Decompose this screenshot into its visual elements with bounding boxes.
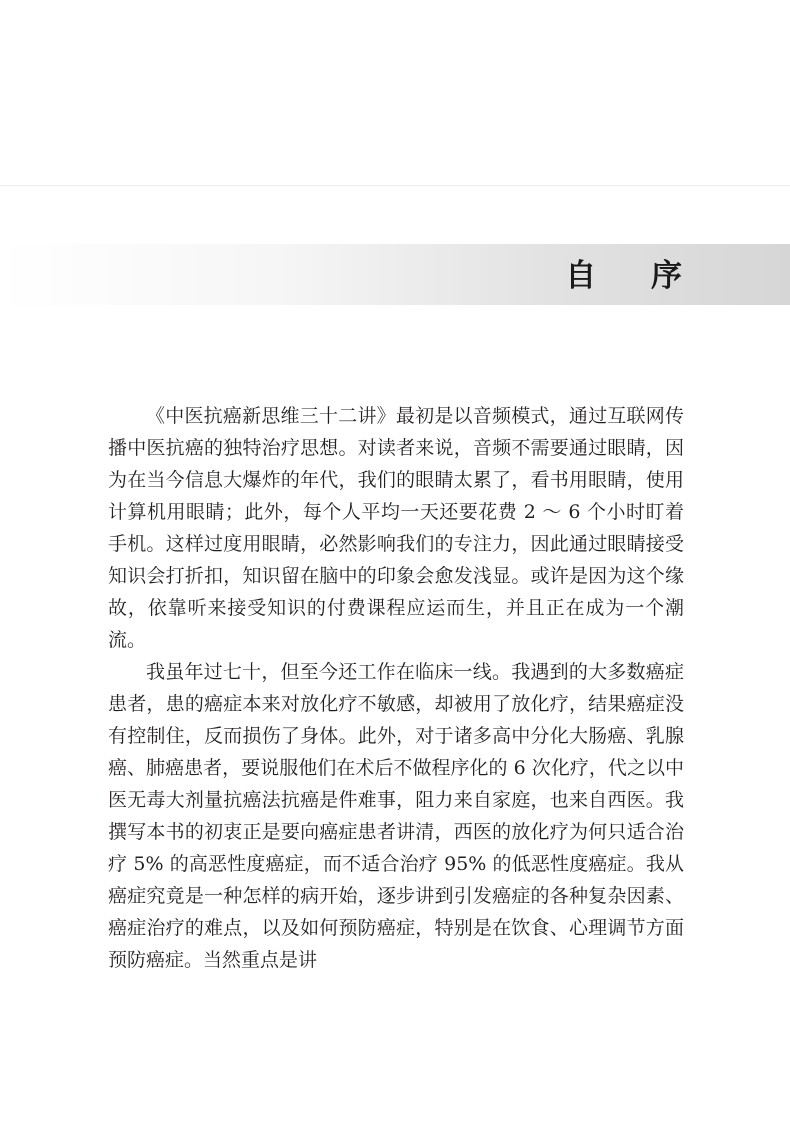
header-divider [0, 185, 790, 186]
paragraph-1: 《中医抗癌新思维三十二讲》最初是以音频模式，通过互联网传播中医抗癌的独特治疗思想。对读者来说，音频不需要通过眼睛，因为在当今信息大爆炸的年代，我们的眼睛太累了，看书用眼睛，使用计算机用眼睛；此外，每个人平均一天还要花费 2 ～ 6 个小时盯着手机。这样过度用眼睛，必然影响我们的专注力，因此通过眼睛接受知识会打折扣，知识留在脑中的印象会愈发浅显。或许是因为这个缘故，依靠听来接受知识的付费课程应运而生，并且正在成为一个潮流。 [108, 405, 684, 651]
paragraph-2: 我虽年过七十，但至今还工作在临床一线。我遇到的大多数癌症患者，患的癌症本来对放化疗不敏感，却被用了放化疗，结果癌症没有控制住，反而损伤了身体。此外，对于诸多高中分化大肠癌、乳腺癌、肺癌患者，要说服他们在术后不做程序化的 6 次化疗，代之以中医无毒大剂量抗癌法抗癌是件难事，阻力来自家庭，也来自西医。我撰写本书的初衷正是要向癌症患者讲清，西医的放化疗为何只适合治疗 5% 的高恶性度癌症，而不适合治疗 95% 的低恶性度癌症。我从癌症究竟是一种怎样的病开始，逐步讲到引发癌症的各种复杂因素、癌症治疗的难点，以及如何预防癌症，特别是在饮食、心理调节方面预防癌症。当然重点是讲 [108, 661, 684, 971]
body-text [108, 400, 684, 976]
chapter-title: 自 序 [565, 258, 704, 294]
